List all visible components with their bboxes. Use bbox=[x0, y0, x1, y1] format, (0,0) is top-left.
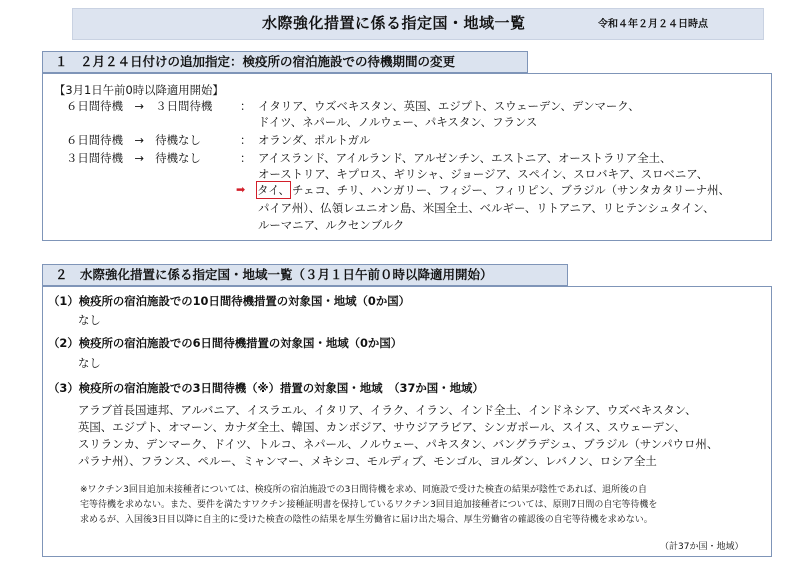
change-row-3-sep: ： bbox=[240, 151, 252, 165]
change-row-3-line-4: パイア州）、仏領レユニオン島、米国全土、ベルギー、リトアニア、リヒテンシュタイン、 bbox=[258, 201, 715, 215]
note-line-2: 宅等待機を求めない。また、要件を満たすワクチン接種証明書を保持しているワクチン3回目追加接種者については、原則7日間の自宅等待機を bbox=[80, 500, 658, 510]
item3-line-3: スリランカ、デンマーク、ドイツ、トルコ、ネパール、ノルウェー、パキスタン、バングラデシュ、ブラジル（サンパウロ州、 bbox=[78, 437, 719, 451]
section1-heading: １ ２月２４日付けの追加指定：検疫所の宿泊施設での待機期間の変更 bbox=[42, 51, 528, 73]
change-row-3-label: ３日間待機 → 待機なし bbox=[66, 151, 201, 165]
effective-date-label: 【3月1日午前0時以降適用開始】 bbox=[54, 83, 224, 97]
item3-line-1: アラブ首長国連邦、アルバニア、イスラエル、イタリア、イラク、イラン、インド全土、インドネシア、ウズベキスタン、 bbox=[78, 403, 697, 417]
change-row-3-line-2: オーストリア、キプロス、ギリシャ、ジョージア、スペイン、スロバキア、スロベニア、 bbox=[258, 167, 709, 181]
change-row-1-sep: ： bbox=[240, 99, 252, 113]
change-row-2-label: ６日間待機 → 待機なし bbox=[66, 133, 201, 147]
change-row-1-line-1: イタリア、ウズベキスタン、英国、エジプト、スウェーデン、デンマーク、 bbox=[258, 99, 640, 113]
note-line-3: 求めるが、入国後3日目以降に自主的に受けた検査の陰性の結果を厚生労働省に届け出た場合、厚生労働省の確認後の自宅等待機を求めない。 bbox=[80, 515, 653, 525]
item1-title: （1）検疫所の宿泊施設での10日間待機措置の対象国・地域（0か国） bbox=[48, 294, 411, 308]
total-count: （計37か国・地域） bbox=[660, 542, 744, 552]
item3-line-2: 英国、エジプト、オマーン、カナダ全土、韓国、カンボジア、サウジアラビア、シンガポール、スイス、スウェーデン、 bbox=[78, 420, 686, 434]
highlighted-country: タイ、 bbox=[257, 183, 290, 197]
change-row-3-line-3: チェコ、チリ、ハンガリー、フィジー、フィリピン、ブラジル（サンタカタリーナ州、 bbox=[292, 183, 730, 197]
change-row-2-line-1: オランダ、ポルトガル bbox=[258, 133, 371, 147]
change-row-1-label: ６日間待機 → ３日間待機 bbox=[66, 99, 213, 113]
change-row-1-line-2: ドイツ、ネパール、ノルウェー、パキスタン、フランス bbox=[258, 115, 538, 129]
as-of-date: 令和４年２月２４日時点 bbox=[598, 19, 708, 30]
page-title: 水際強化措置に係る指定国・地域一覧 bbox=[262, 14, 526, 32]
arrow-right-icon: ➡ bbox=[236, 183, 246, 196]
item2-value: なし bbox=[78, 356, 101, 370]
change-row-3-line-1: アイスランド、アイルランド、アルゼンチン、エストニア、オーストラリア全土、 bbox=[258, 151, 672, 165]
note-line-1: ※ワクチン3回目追加未接種者については、検疫所の宿泊施設での3日間待機を求め、同施設で受けた検査の結果が陰性であれば、退所後の自 bbox=[80, 485, 648, 495]
item1-value: なし bbox=[78, 313, 101, 327]
item3-line-4: パラナ州）、フランス、ペルー、ミャンマー、メキシコ、モルディブ、モンゴル、ヨルダン、レバノン、ロシア全土 bbox=[78, 454, 657, 468]
item3-title: （3）検疫所の宿泊施設での3日間待機（※）措置の対象国・地域 （37か国・地域） bbox=[48, 381, 484, 395]
section2-heading: ２ 水際強化措置に係る指定国・地域一覧（３月１日午前０時以降適用開始） bbox=[42, 264, 568, 286]
change-row-2-sep: ： bbox=[240, 133, 252, 147]
item2-title: （2）検疫所の宿泊施設での6日間待機措置の対象国・地域（0か国） bbox=[48, 336, 403, 350]
change-row-3-line-5: ルーマニア、ルクセンブルク bbox=[258, 218, 405, 232]
